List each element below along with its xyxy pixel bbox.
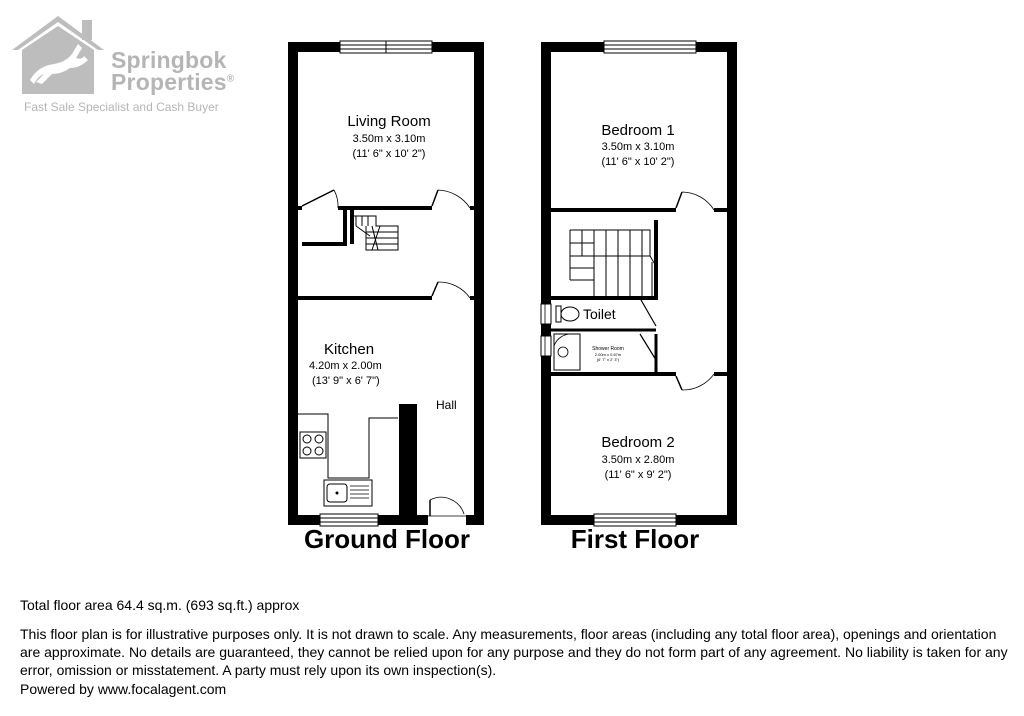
shower-room-name: Shower Room: [592, 346, 624, 352]
toilet-name: Toilet: [583, 306, 616, 322]
ground-floor-plan: [293, 41, 479, 554]
living-room-name: Living Room: [347, 113, 431, 130]
bedroom-1-window: [604, 41, 696, 53]
first-floor-stairs: [570, 230, 656, 296]
shower-room-imperial: (6' 7" x 2' 3"): [596, 357, 620, 362]
bedroom-1-name: Bedroom 1: [601, 122, 675, 139]
living-room-imperial: (11' 6" x 10' 2"): [352, 148, 426, 160]
powered-by-text: Powered by www.focalagent.com: [20, 681, 227, 697]
hall-name: Hall: [436, 398, 457, 412]
ground-floor-stairs: [352, 216, 398, 250]
living-room-window: [340, 41, 432, 53]
bedroom-2-name: Bedroom 2: [601, 434, 675, 451]
bedroom-1-door: [676, 192, 727, 210]
ground-floor-title: Ground Floor: [303, 524, 471, 554]
bedroom-2-metric: 3.50m x 2.80m: [601, 454, 675, 466]
kitchen-name: Kitchen: [324, 341, 375, 358]
bedroom-2-imperial: (11' 6" x 9' 2"): [604, 469, 672, 481]
shower-room-door: [640, 334, 656, 360]
bedroom-1-metric: 3.50m x 3.10m: [601, 141, 675, 153]
understairs-cupboard: [302, 210, 352, 244]
living-room-door-left: [302, 190, 338, 208]
first-floor-plan: [541, 41, 732, 554]
front-door: [428, 497, 466, 525]
kitchen-imperial: (13' 9" x 6' 7"): [312, 375, 380, 387]
bedroom-2-door: [676, 374, 727, 390]
kitchen-metric: 4.20m x 2.00m: [309, 360, 382, 372]
first-floor-title: First Floor: [570, 524, 700, 554]
shower-tray-icon: [554, 334, 580, 370]
logo-name-line2: Properties®: [111, 69, 235, 95]
bedroom-1-imperial: (11' 6" x 10' 2"): [601, 156, 675, 168]
living-room-door-right: [432, 190, 474, 208]
disclaimer-text: This floor plan is for illustrative purposes only. It is not drawn to scale. Any measurements, floor areas (including any total floor area), openings and orientation are approximate. No details are guaranteed, they cannot be relied upon for any purpose and they do not form part of any agreement. No liability is taken for any error, omission or misstatement. A party must rely upon its own inspection(s).: [20, 626, 1008, 678]
shower-room-metric: 2.00m x 0.67m: [594, 352, 622, 357]
toilet-icon: [556, 306, 579, 322]
living-room-metric: 3.50m x 3.10m: [352, 133, 426, 145]
registered-mark: ®: [226, 73, 235, 85]
total-floor-area: Total floor area 64.4 sq.m. (693 sq.ft.) approx: [20, 597, 300, 613]
hob-icon: [300, 432, 326, 458]
sink-icon: [324, 480, 372, 506]
logo-tagline: Fast Sale Specialist and Cash Buyer: [24, 100, 219, 114]
logo-name-line1: Springbok: [111, 47, 227, 73]
kitchen-door: [432, 282, 474, 298]
toilet-door: [641, 300, 656, 326]
hall-wall: [399, 404, 417, 516]
